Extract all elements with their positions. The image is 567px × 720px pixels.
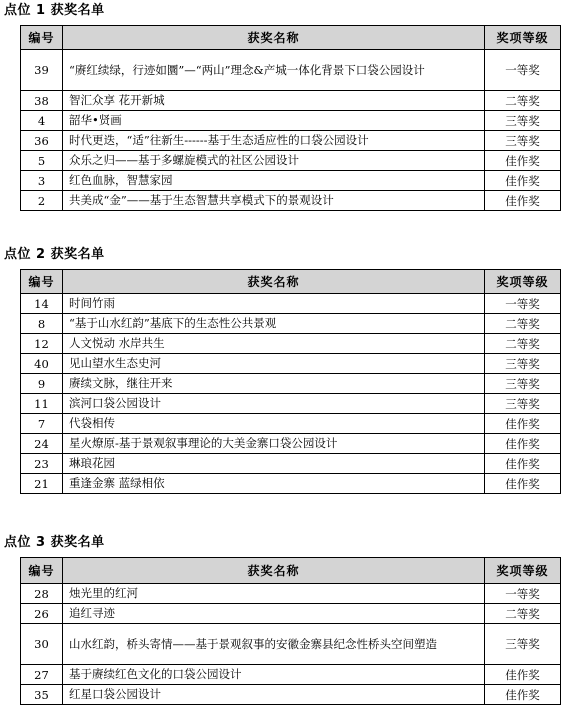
cell-name: 众乐之归——基于多螺旋模式的社区公园设计 bbox=[63, 151, 485, 171]
cell-name: 时代更迭，“适”往新生------基于生态适应性的口袋公园设计 bbox=[63, 131, 485, 151]
cell-level: 一等奖 bbox=[485, 584, 561, 604]
cell-name: 红色血脉，智慧家园 bbox=[63, 171, 485, 191]
cell-num: 28 bbox=[21, 584, 63, 604]
table-row bbox=[21, 334, 561, 354]
cell-num: 38 bbox=[21, 91, 63, 111]
cell-name: 智汇众享 花开新城 bbox=[63, 91, 485, 111]
cell-level: 二等奖 bbox=[485, 91, 561, 111]
award-table bbox=[20, 25, 561, 211]
cell-name: 红星口袋公园设计 bbox=[63, 685, 485, 705]
cell-level: 三等奖 bbox=[485, 131, 561, 151]
cell-name: 琳琅花园 bbox=[63, 454, 485, 474]
cell-level: 佳作奖 bbox=[485, 151, 561, 171]
cell-num: 24 bbox=[21, 434, 63, 454]
cell-name: 时间竹雨 bbox=[63, 294, 485, 314]
header-name: 获奖名称 bbox=[63, 558, 485, 584]
table-header-row bbox=[21, 270, 561, 294]
cell-name: 共美成“金”——基于生态智慧共享模式下的景观设计 bbox=[63, 191, 485, 211]
table-row bbox=[21, 394, 561, 414]
cell-level: 二等奖 bbox=[485, 314, 561, 334]
cell-num: 40 bbox=[21, 354, 63, 374]
table-header-row bbox=[21, 26, 561, 50]
cell-num: 11 bbox=[21, 394, 63, 414]
table-row bbox=[21, 474, 561, 494]
cell-level: 佳作奖 bbox=[485, 434, 561, 454]
cell-num: 5 bbox=[21, 151, 63, 171]
header-num: 编号 bbox=[21, 558, 63, 584]
section-title: 点位 1 获奖名单 bbox=[4, 3, 105, 18]
table-row bbox=[21, 414, 561, 434]
cell-level: 佳作奖 bbox=[485, 191, 561, 211]
award-table bbox=[20, 557, 561, 705]
cell-level: 佳作奖 bbox=[485, 665, 561, 685]
cell-num: 36 bbox=[21, 131, 63, 151]
cell-num: 3 bbox=[21, 171, 63, 191]
table-row bbox=[21, 665, 561, 685]
cell-name: 人文悦动 水岸共生 bbox=[63, 334, 485, 354]
cell-level: 一等奖 bbox=[485, 50, 561, 91]
header-name: 获奖名称 bbox=[63, 26, 485, 50]
cell-level: 佳作奖 bbox=[485, 685, 561, 705]
cell-level: 三等奖 bbox=[485, 354, 561, 374]
table-row bbox=[21, 624, 561, 665]
cell-name: 山水红韵，桥头寄情——基于景观叙事的安徽金寨县纪念性桥头空间塑造 bbox=[63, 624, 485, 665]
cell-num: 23 bbox=[21, 454, 63, 474]
cell-name: 见山望水生态史河 bbox=[63, 354, 485, 374]
table-row bbox=[21, 604, 561, 624]
cell-level: 二等奖 bbox=[485, 334, 561, 354]
cell-level: 三等奖 bbox=[485, 624, 561, 665]
header-level: 奖项等级 bbox=[485, 270, 561, 294]
cell-name: “赓红续绿，行迹如圜”—“两山”理念&产城一体化背景下口袋公园设计 bbox=[63, 50, 485, 91]
header-num: 编号 bbox=[21, 26, 63, 50]
award-table bbox=[20, 269, 561, 494]
table-row bbox=[21, 354, 561, 374]
table-row bbox=[21, 131, 561, 151]
cell-level: 一等奖 bbox=[485, 294, 561, 314]
table-row bbox=[21, 314, 561, 334]
table-row bbox=[21, 685, 561, 705]
cell-level: 佳作奖 bbox=[485, 454, 561, 474]
cell-level: 二等奖 bbox=[485, 604, 561, 624]
cell-level: 佳作奖 bbox=[485, 414, 561, 434]
cell-name: 星火燎原-基于景观叙事理论的大美金寨口袋公园设计 bbox=[63, 434, 485, 454]
cell-num: 8 bbox=[21, 314, 63, 334]
table-row bbox=[21, 374, 561, 394]
table-row bbox=[21, 454, 561, 474]
cell-num: 12 bbox=[21, 334, 63, 354]
table-header-row bbox=[21, 558, 561, 584]
cell-name: 代袋相传 bbox=[63, 414, 485, 434]
cell-name: “基于山水红韵”基底下的生态性公共景观 bbox=[63, 314, 485, 334]
cell-num: 9 bbox=[21, 374, 63, 394]
header-level: 奖项等级 bbox=[485, 558, 561, 584]
cell-num: 30 bbox=[21, 624, 63, 665]
cell-name: 滨河口袋公园设计 bbox=[63, 394, 485, 414]
cell-num: 4 bbox=[21, 111, 63, 131]
cell-num: 2 bbox=[21, 191, 63, 211]
cell-name: 重逢金寨 蓝绿相依 bbox=[63, 474, 485, 494]
cell-num: 27 bbox=[21, 665, 63, 685]
header-name: 获奖名称 bbox=[63, 270, 485, 294]
cell-level: 三等奖 bbox=[485, 374, 561, 394]
cell-name: 赓续文脉，继往开来 bbox=[63, 374, 485, 394]
table-row bbox=[21, 191, 561, 211]
cell-name: 烛光里的红河 bbox=[63, 584, 485, 604]
cell-level: 佳作奖 bbox=[485, 171, 561, 191]
cell-name: 韶华•贤画 bbox=[63, 111, 485, 131]
cell-level: 三等奖 bbox=[485, 394, 561, 414]
cell-level: 三等奖 bbox=[485, 111, 561, 131]
table-row bbox=[21, 171, 561, 191]
cell-level: 佳作奖 bbox=[485, 474, 561, 494]
table-row bbox=[21, 584, 561, 604]
cell-num: 7 bbox=[21, 414, 63, 434]
cell-num: 26 bbox=[21, 604, 63, 624]
cell-name: 追红寻迹 bbox=[63, 604, 485, 624]
cell-name: 基于赓续红色文化的口袋公园设计 bbox=[63, 665, 485, 685]
header-level: 奖项等级 bbox=[485, 26, 561, 50]
table-row bbox=[21, 294, 561, 314]
table-row bbox=[21, 151, 561, 171]
table-row bbox=[21, 91, 561, 111]
header-num: 编号 bbox=[21, 270, 63, 294]
cell-num: 39 bbox=[21, 50, 63, 91]
table-row bbox=[21, 434, 561, 454]
cell-num: 14 bbox=[21, 294, 63, 314]
section-title: 点位 2 获奖名单 bbox=[4, 247, 105, 262]
table-row bbox=[21, 50, 561, 91]
table-row bbox=[21, 111, 561, 131]
section-title: 点位 3 获奖名单 bbox=[4, 535, 105, 550]
cell-num: 35 bbox=[21, 685, 63, 705]
cell-num: 21 bbox=[21, 474, 63, 494]
